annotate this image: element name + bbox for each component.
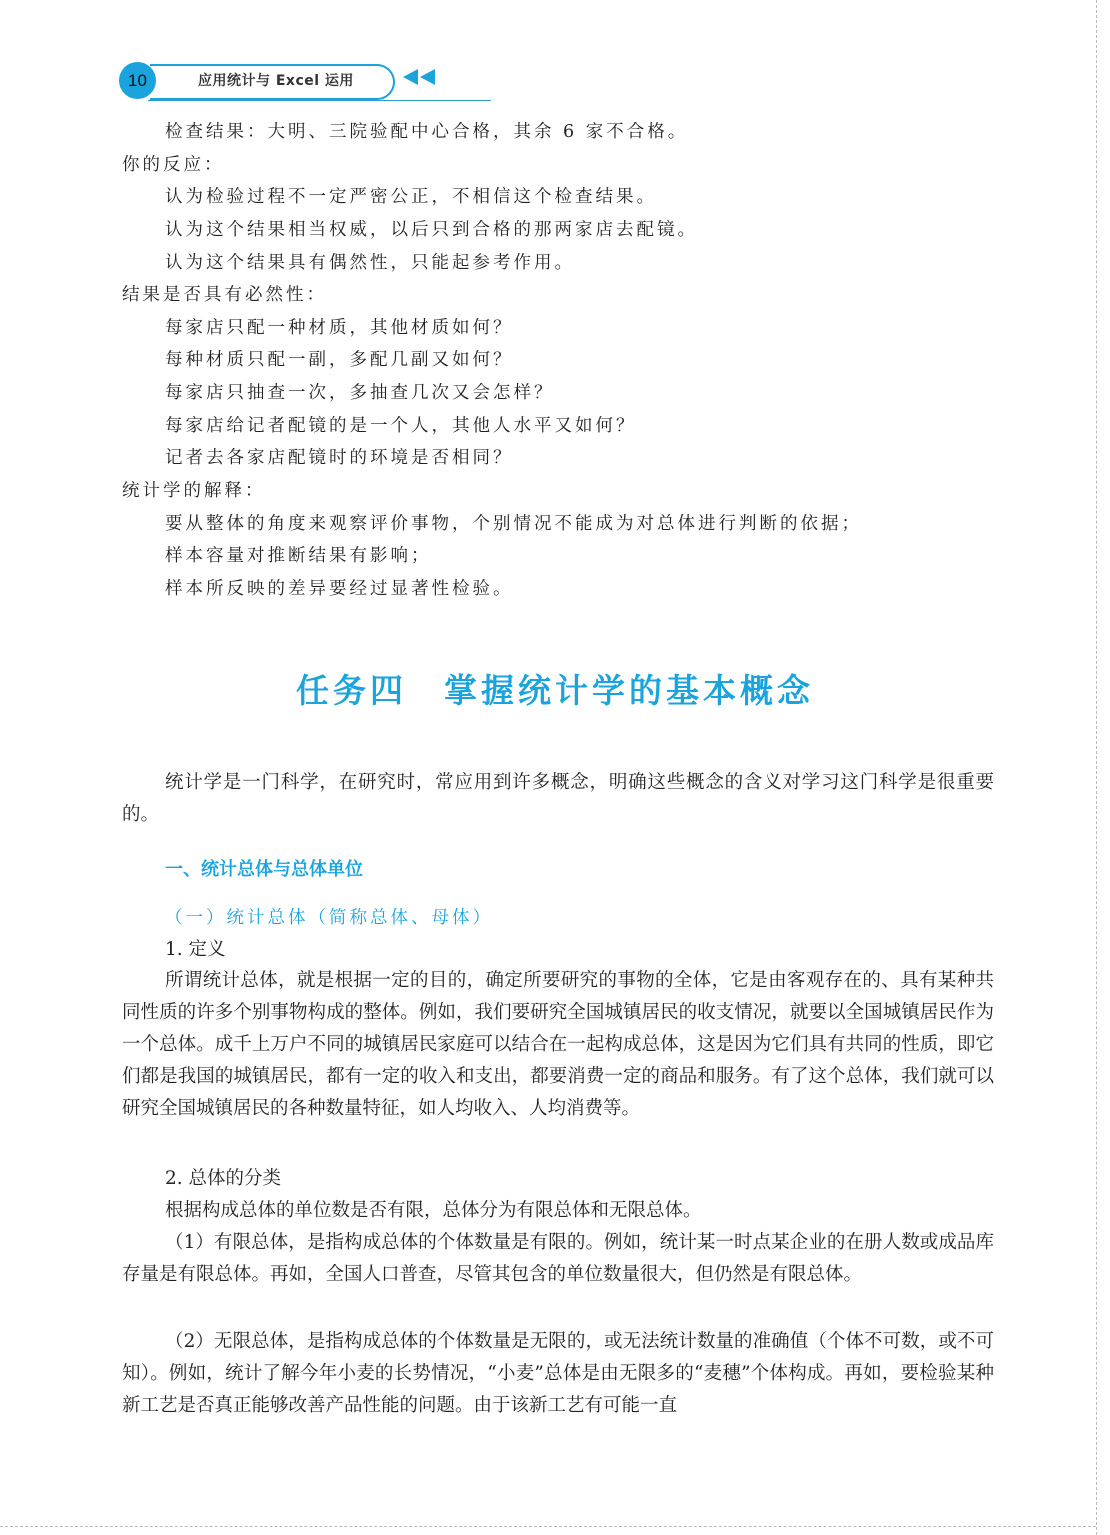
necessity-question: 每家店只配一种材质，其他材质如何？ <box>165 318 514 338</box>
subsection-title: （一）统计总体（简称总体、母体） <box>165 908 493 928</box>
page-edge-right <box>1096 0 1097 1535</box>
page-number: 10 <box>119 62 156 99</box>
reaction-item: 认为这个结果具有偶然性，只能起参考作用。 <box>165 253 575 273</box>
task-heading: 任务四 掌握统计学的基本概念 <box>296 671 814 710</box>
necessity-question: 每种材质只配一副，多配几副又如何？ <box>165 350 514 370</box>
section-title: 一、统计总体与总体单位 <box>165 859 363 880</box>
necessity-question: 记者去各家店配镜时的环境是否相同？ <box>165 448 514 468</box>
necessity-label: 结果是否具有必然性： <box>122 285 327 305</box>
intro-paragraph: 统计学是一门科学，在研究时，常应用到许多概念，明确这些概念的含义对学习这门科学是很重要的。 <box>122 772 994 825</box>
book-title: 应用统计与 Excel 运用 <box>198 73 354 89</box>
definition-paragraph: 所谓统计总体，就是根据一定的目的，确定所要研究的事物的全体，它是由客观存在的、具有某种共同性质的许多个别事物构成的整体。例如，我们要研究全国城镇居民的收支情况，就要以全国城镇居民作为一个总体。成千上万户不同的城镇居民家庭可以结合在一起构成总体，这是因为它们具有共同的性质，即它们都是我国的城镇居民，都有一定的收入和支出，都要消费一定的商品和服务。有了这个总体，我们就可以研究全国城镇居民的各种数量特征，如人均收入、人均消费等。 <box>122 970 994 1119</box>
double-arrow-left-icon <box>403 67 437 87</box>
reaction-item: 认为这个结果相当权威，以后只到合格的那两家店去配镜。 <box>165 220 698 240</box>
reaction-item: 认为检验过程不一定严密公正，不相信这个检查结果。 <box>165 187 657 207</box>
check-result: 检查结果：大明、三院验配中心合格，其余 6 家不合格。 <box>165 122 689 142</box>
your-reaction-label: 你的反应： <box>122 155 225 175</box>
stats-explanation-label: 统计学的解释： <box>122 481 266 501</box>
stats-explanation-item: 样本所反映的差异要经过显著性检验。 <box>165 579 514 599</box>
classification-label: 2. 总体的分类 <box>165 1168 282 1189</box>
necessity-question: 每家店只抽查一次，多抽查几次又会怎样？ <box>165 383 555 403</box>
page-edge-bottom <box>0 1526 1096 1527</box>
necessity-question: 每家店给记者配镜的是一个人，其他人水平又如何？ <box>165 416 637 436</box>
stats-explanation-item: 要从整体的角度来观察评价事物，个别情况不能成为对总体进行判断的依据； <box>165 514 862 534</box>
definition-label: 1. 定义 <box>165 939 226 960</box>
stats-explanation-item: 样本容量对推断结果有影响； <box>165 546 432 566</box>
header-rule <box>148 100 491 101</box>
finite-population-paragraph: （1）有限总体，是指构成总体的个体数量是有限的。例如，统计某一时点某企业的在册人数或成品库存量是有限总体。再如，全国人口普查，尽管其包含的单位数量很大，但仍然是有限总体。 <box>122 1232 994 1285</box>
classification-intro: 根据构成总体的单位数是否有限，总体分为有限总体和无限总体。 <box>165 1200 702 1221</box>
infinite-population-paragraph: （2）无限总体，是指构成总体的个体数量是无限的，或无法统计数量的准确值（个体不可数，或不可知）。例如，统计了解今年小麦的长势情况，“小麦”总体是由无限多的“麦穗”个体构成。再如，要检验某种新工艺是否真正能够改善产品性能的问题。由于该新工艺有可能一直 <box>122 1331 994 1416</box>
